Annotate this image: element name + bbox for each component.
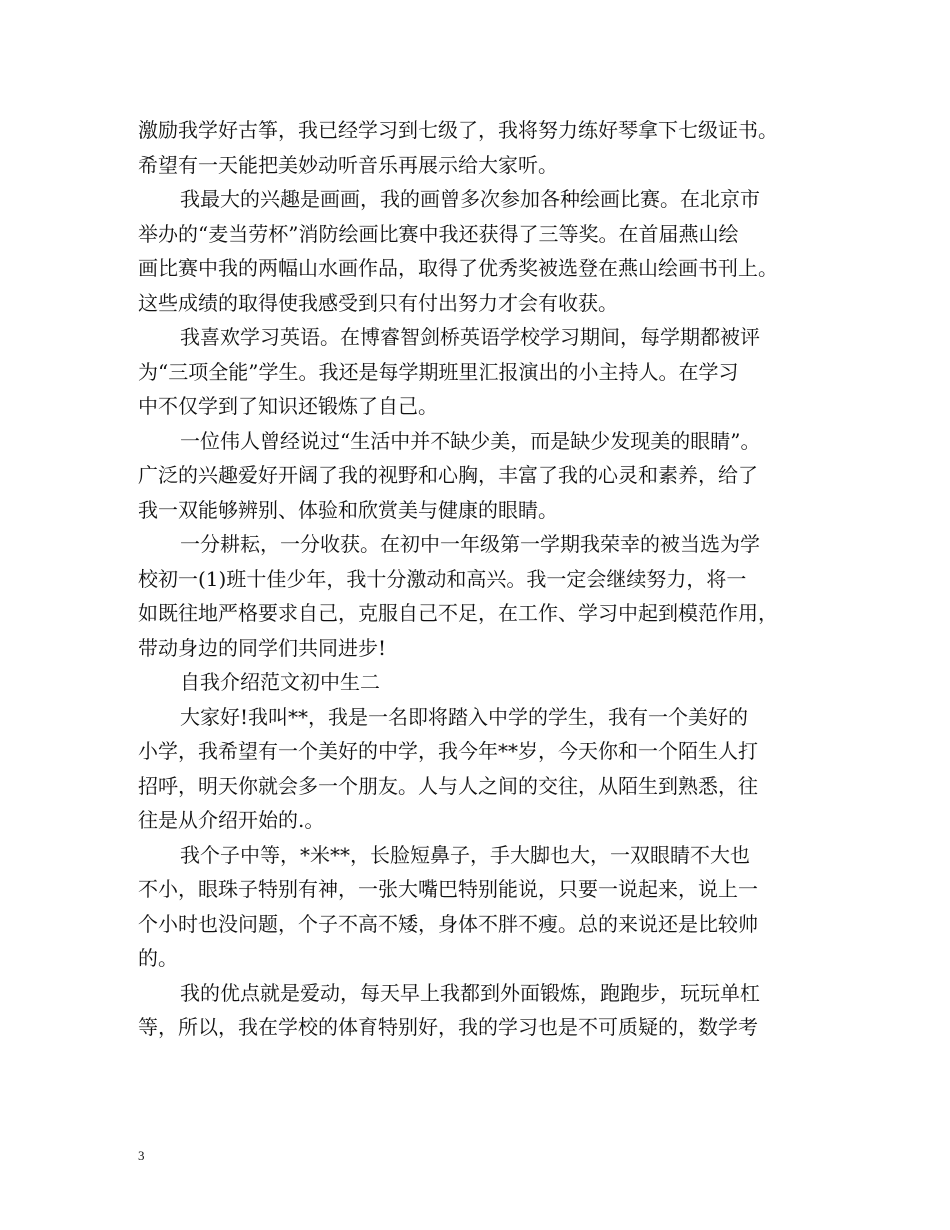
- text-line: 的。: [138, 946, 178, 970]
- text-line: 带动身边的同学们共同进步!: [138, 635, 387, 660]
- document-body: [138, 113, 828, 1045]
- paragraph-line: 我个子中等，*米**，长脸短鼻子，手大脚也大，一双眼睛不大也: [180, 842, 750, 867]
- text-line: 激励我学好古筝，我已经学习到七级了，我将努力练好琴拿下七级证书。: [138, 118, 778, 142]
- text-line: 个小时也没问题，个子不高不矮，身体不胖不瘦。总的来说还是比较帅: [138, 911, 758, 936]
- paragraph-line: 一分耕耘，一分收获。在初中一年级第一学期我荣幸的被当选为学: [180, 532, 760, 556]
- section-heading: 自我介绍范文初中生二: [180, 670, 380, 694]
- text-line: 中不仅学到了知识还锻炼了自己。: [138, 394, 438, 418]
- paragraph-line: 我的优点就是爱动，每天早上我都到外面锻炼，跑跑步，玩玩单杠: [180, 980, 760, 1005]
- text-line: 举办的“麦当劳杯”消防绘画比赛中我还获得了三等奖。在首届燕山绘: [138, 221, 739, 246]
- paragraph-line: 一位伟人曾经说过“生活中并不缺少美，而是缺少发现美的眼睛”。: [180, 428, 761, 453]
- text-line: 校初一(1)班十佳少年，我十分激动和高兴。我一定会继续努力，将一: [138, 566, 747, 591]
- paragraph-line: 我最大的兴趣是画画，我的画曾多次参加各种绘画比赛。在北京市: [180, 187, 760, 211]
- text-line: 希望有一天能把美妙动听音乐再展示给大家听。: [138, 152, 558, 177]
- text-line: 我一双能够辨别、体验和欣赏美与健康的眼睛。: [138, 497, 558, 522]
- text-line: 如既往地严格要求自己，克服自己不足，在工作、学习中起到模范作用，: [138, 601, 778, 625]
- text-line: 小学，我希望有一个美好的中学，我今年**岁，今天你和一个陌生人打: [138, 739, 758, 763]
- text-line: 画比赛中我的两幅山水画作品，取得了优秀奖被选登在燕山绘画书刊上。: [138, 256, 778, 280]
- paragraph-line: 我喜欢学习英语。在博睿智剑桥英语学校学习期间，每学期都被评: [180, 325, 760, 349]
- page-number: 3: [138, 1148, 145, 1163]
- paragraph-line: 大家好!我叫**，我是一名即将踏入中学的学生，我有一个美好的: [180, 704, 749, 729]
- text-line: 招呼，明天你就会多一个朋友。人与人之间的交往，从陌生到熟悉，往: [138, 773, 758, 798]
- text-line: 为“三项全能”学生。我还是每学期班里汇报演出的小主持人。在学习: [138, 359, 739, 384]
- text-line: 不小，眼珠子特别有神，一张大嘴巴特别能说，只要一说起来，说上一: [138, 877, 758, 901]
- text-line: 往是从介绍开始的.。: [138, 808, 325, 832]
- text-line: 广泛的兴趣爱好开阔了我的视野和心胸，丰富了我的心灵和素养，给了: [138, 463, 758, 487]
- text-line: 这些成绩的取得使我感受到只有付出努力才会有收获。: [138, 290, 618, 315]
- text-line: 等，所以，我在学校的体育特别好，我的学习也是不可质疑的，数学考: [138, 1015, 758, 1039]
